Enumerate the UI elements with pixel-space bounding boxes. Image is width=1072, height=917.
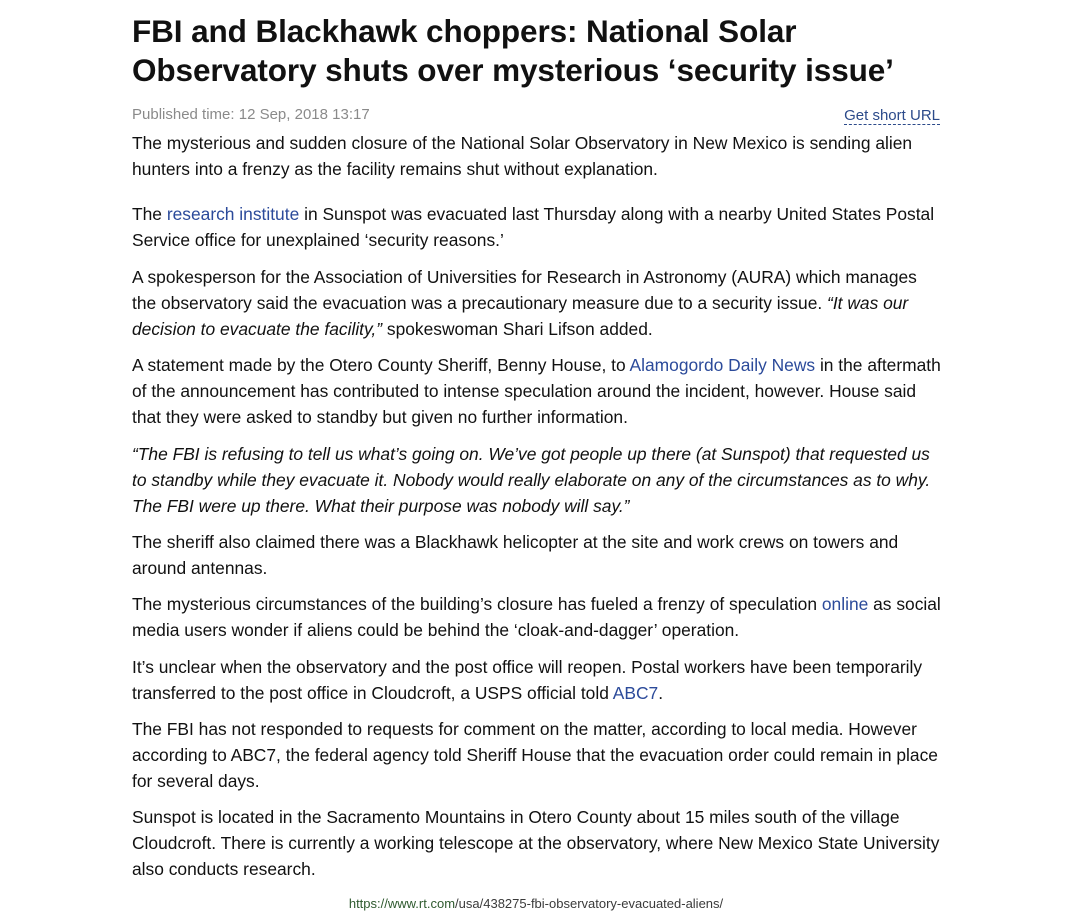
paragraph-text: A spokesperson for the Association of Universities for Research in Astronomy (AURA) which manages the observatory said the evacuation was a precautionary measure due to a security issue. <box>132 267 917 313</box>
paragraph-4-quote <box>132 441 944 519</box>
quote-text: “It was our decision to evacuate the facility,” <box>132 293 909 339</box>
source-url-path: /usa/438275-fbi-observatory-evacuated-aliens/ <box>455 896 724 911</box>
sheriff-quote: “The FBI is refusing to tell us what’s going on. We’ve got people up there (at Sunspot) that requested us to standby while they evacuate it. Nobody would really elaborate on any of the circumstances as to why. The FBI were up there. What their purpose was nobody will say.” <box>132 444 931 516</box>
paragraph-text: spokeswoman Shari Lifson added. <box>382 319 653 339</box>
paragraph-text: The mysterious circumstances of the building’s closure has fueled a frenzy of speculation <box>132 594 822 614</box>
source-url <box>0 896 1072 911</box>
paragraph-6 <box>132 591 944 643</box>
paragraph-3 <box>132 352 944 430</box>
lead-paragraph: The mysterious and sudden closure of the National Solar Observatory in New Mexico is sending alien hunters into a frenzy as the facility remains shut without explanation. <box>132 133 913 179</box>
article <box>132 12 944 882</box>
paragraph-7 <box>132 654 944 706</box>
online-link[interactable]: online <box>821 594 869 614</box>
research-institute-link[interactable]: research institute <box>166 204 300 224</box>
paragraph-text: in Sunspot was evacuated last Thursday along with a nearby United States Postal Service office for unexplained ‘security reasons.’ <box>132 204 935 250</box>
paragraph-text: A statement made by the Otero County Sheriff, Benny House, to <box>132 355 630 375</box>
published-time: Published time: 12 Sep, 2018 13:17 <box>132 106 370 123</box>
paragraph-text: It’s unclear when the observatory and the post office will reopen. Postal workers have been temporarily transferred to the post office in Cloudcroft, a USPS official told <box>132 657 923 703</box>
paragraph-text: as social media users wonder if aliens could be behind the ‘cloak-and-dagger’ operation. <box>132 594 941 640</box>
paragraph-2 <box>132 264 944 342</box>
paragraph-5: The sheriff also claimed there was a Blackhawk helicopter at the site and work crews on towers and around antennas. <box>132 532 899 578</box>
get-short-url-link[interactable]: Get short URL <box>844 107 940 124</box>
paragraph-text: . <box>658 683 664 703</box>
headline: FBI and Blackhawk choppers: National Solar Observatory shuts over mysterious ‘security issue’ <box>132 13 894 88</box>
abc7-link[interactable]: ABC7 <box>612 683 659 703</box>
paragraph-8: The FBI has not responded to requests for comment on the matter, according to local media. However according to ABC7, the federal agency told Sheriff House that the evacuation order could remain in place for several days. <box>132 719 938 791</box>
paragraph-9: Sunspot is located in the Sacramento Mountains in Otero County about 15 miles south of the village Cloudcroft. There is currently a working telescope at the observatory, where New Mexico State University also conducts research. <box>132 807 940 879</box>
paragraph-text: The <box>132 204 167 224</box>
paragraph-text: in the aftermath of the announcement has contributed to intense speculation around the incident, however. House said that they were asked to standby but given no further information. <box>132 355 941 427</box>
article-meta <box>132 104 944 126</box>
paragraph-1 <box>132 201 944 253</box>
alamogordo-daily-news-link[interactable]: Alamogordo Daily News <box>629 355 816 375</box>
source-url-domain: https://www.rt.com <box>348 896 456 911</box>
